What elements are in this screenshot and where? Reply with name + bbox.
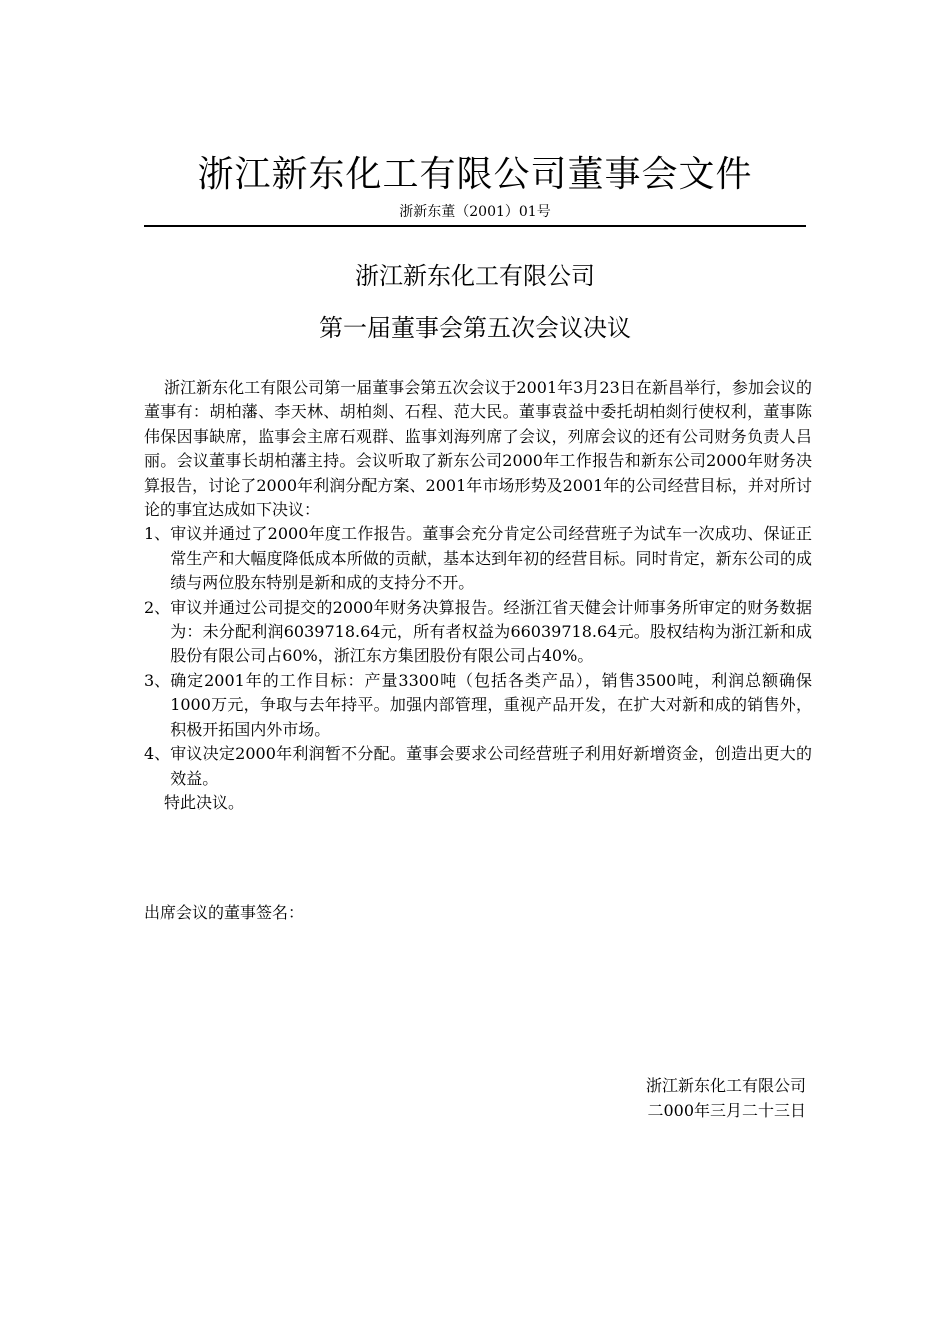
intro-paragraph: 浙江新东化工有限公司第一届董事会第五次会议于2001年3月23日在新昌举行，参加会议的董事有：胡柏藩、李天林、胡柏剡、石程、范大民。董事袁益中委托胡柏剡行使权利，董事陈伟保因事缺席，监事会主席石观群、监事刘海列席了会议，列席会议的还有公司财务负责人吕丽。会议董事长胡柏藩主持。会议听取了新东公司2000年工作报告和新东公司2000年财务决算报告，讨论了2000年利润分配方案、2001年市场形势及2001年的公司经营目标，并对所讨论的事宜达成如下决议： xyxy=(144,378,812,520)
signature-company: 浙江新东化工有限公司 xyxy=(645,1076,806,1095)
resolution-item-text: 确定2001年的工作目标：产量3300吨（包括各类产品），销售3500吨，利润总额确保1000万元，争取与去年持平。加强内部管理，重视产品开发，在扩大对新和成的销售外，积极开拓国内外市场。 xyxy=(170,670,812,739)
resolution-heading-title: 第一届董事会第五次会议决议 xyxy=(319,314,631,342)
attendees-signature-label: 出席会议的董事签名： xyxy=(144,903,305,922)
resolution-item-number: 3、 xyxy=(144,670,171,690)
resolution-body xyxy=(144,376,812,815)
signature-block xyxy=(560,1073,806,1123)
resolution-item-number: 2、 xyxy=(144,597,171,617)
document-number: 浙新东董（2001）01号 xyxy=(399,204,551,220)
document-title: 浙江新东化工有限公司董事会文件 xyxy=(197,154,753,195)
resolution-item-text: 审议并通过公司提交的2000年财务决算报告。经浙江省天健会计师事务所审定的财务数据为：未分配利润6039718.64元，所有者权益为66039718.64元。股权结构为浙江新和成股份有限公司占60%，浙江东方集团股份有限公司占40%。 xyxy=(170,597,812,666)
resolution-item xyxy=(144,742,812,791)
signature-date: 二000年三月二十三日 xyxy=(647,1101,806,1120)
header-divider xyxy=(144,225,806,227)
resolution-item xyxy=(144,669,812,742)
closing-statement: 特此决议。 xyxy=(164,792,245,812)
resolution-item xyxy=(144,522,812,595)
resolution-item-number: 4、 xyxy=(144,744,171,764)
resolution-item-text: 审议并通过了2000年度工作报告。董事会充分肯定公司经营班子为试车一次成功、保证正常生产和大幅度降低成本所做的贡献，基本达到年初的经营目标。同时肯定，新东公司的成绩与两位股东特别是新和成的支持分不开。 xyxy=(170,524,812,593)
resolution-item-number: 1、 xyxy=(144,524,171,544)
resolution-item xyxy=(144,596,812,669)
resolution-heading-company: 浙江新东化工有限公司 xyxy=(355,262,595,290)
resolution-item-text: 审议决定2000年利润暂不分配。董事会要求公司经营班子利用好新增资金，创造出更大的效益。 xyxy=(170,744,812,788)
